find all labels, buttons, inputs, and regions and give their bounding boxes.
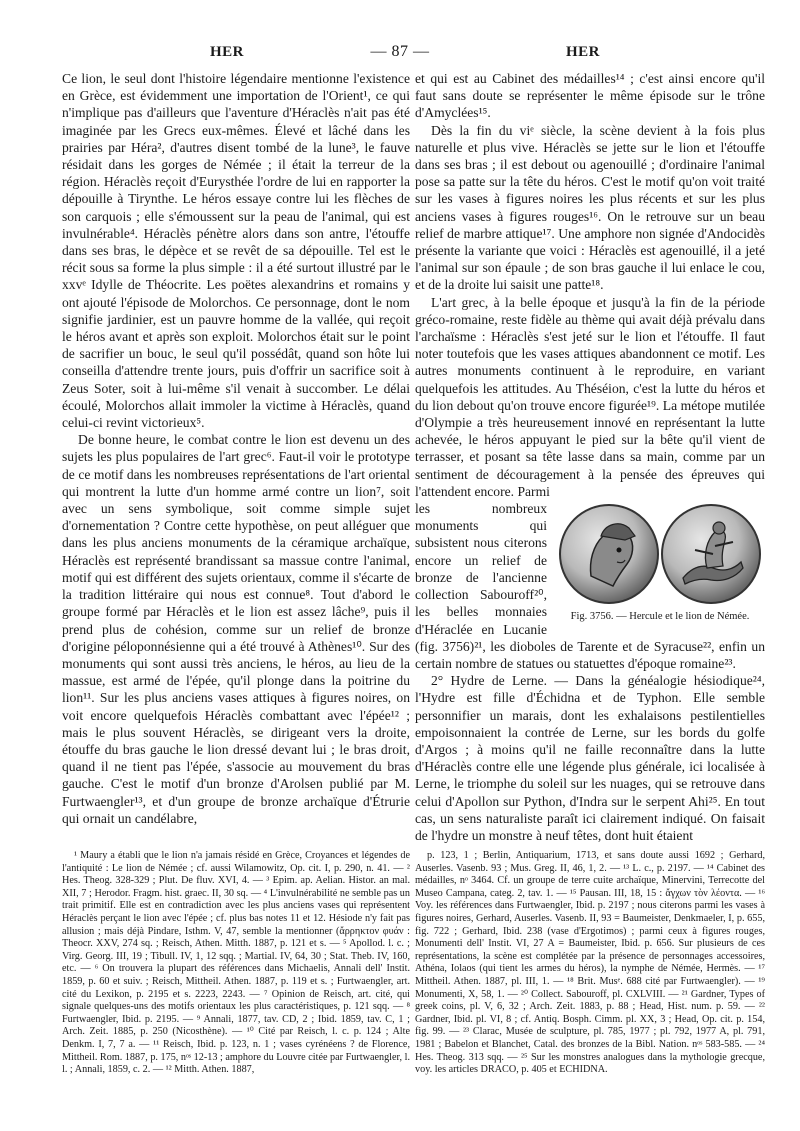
footnote-block: p. 123, 1 ; Berlin, Antiquarium, 1713, et sans doute aussi 1692 ; Gerhard, Auserles. Vasenb. 93 ; Mus. Greg. II, 46, 1, 2. — ¹³ L. c., p. 2197. — ¹⁴ Cabinet des médailles, nᵒ 3464. Cf. un groupe de terre cuite archaïque, Minervini, Terrecotte del Museo Campana, categ. 2, tav. 1. — ¹⁵ Pausan. III, 18, 15 : ἄγχων τὸν λέοντα. — ¹⁶ Voy. les références dans Furtwaengler, Ibid. p. 2197 ; nous citerons parmi les vases à figures noires, Gerhard, Auserles. Vasenb. II, 93 = Baumeister, Denkmaeler, I, p. 655, fig. 722 ; Gerhard, Ibid. 238 (vase d'Ergotimos) ; parmi ceux à figures rouges, Monumenti dell' Instit. VI, 27 A = Baumeister, Ibid. p. 656. Sur plusieurs de ces représentations, la scène est complétée par la présence de personnages accessoires, Athéna, Iolaos (qui tient les armes du héros), la nymphe de Némée, Hermès. — ¹⁷ Mittheil. Athen. 1887, pl. III, 1. — ¹⁸ Brit. Musᵉ. 688 cité par Furtwaengler). — ¹⁹ Monumenti, X, 58, 1. — ²⁰ Collect. Sabouroff, pl. CXLVIII. — ²¹ Gardner, Types of greek coins, pl. V, 6, 32 ; Arch. Zeit. 1883, p. 88 ; Head, Hist. num. p. 59. — ²² Gardner, Ibid. pl. VI, 8 ; cf. Antiq. Bosph. Cimm. pl. XX, 3 ; Head, Op. cit. p. 154, fig. 99. — ²³ Clarac, Musée de sculpture, pl. 785, 1977 ; pl. 792, 1977 A, pl. 791, 1981 ; Babelon et Blanchet, Catal. des bronzes de la Bibl. Nation. nᵒˢ 583-585. — ²⁴ Hes. Theog. 313 sqq. — ²⁵ Sur les monstres analogues dans la mythologie grecque, voy. les articles DRACO, p. 405 et ECHIDNA. (415, 850, 765, 1076)
footnotes-left (62, 850, 410, 1077)
right-column (415, 70, 765, 844)
running-head-right: HER (566, 44, 601, 60)
paragraph: Dès la fin du viᵉ siècle, la scène devient à la fois plus naturelle et plus vive. Héraclès se jette sur le lion et l'étouffe dans ses bras ; il est debout ou agenouillé ; d'ordinaire l'animal pose sa patte sur la tête du héros. C'est le motif qu'on voit traité sur les vases à figures noires les plus récents et sur les plus anciens vases à figures rouges¹⁶. On le retrouve sur un beau relief de marbre attique¹⁷. Une amphore non signée d'Andocidès présente la variante que voici : Héraclès est agenouillé, il a jeté l'animal sur son épaule ; de son bras gauche il lui enlace le cou, et de la droite lui saisit une patte¹⁸. (415, 122, 765, 293)
figure-caption: Fig. 3756. — Hercule et le lion de Némée. (570, 611, 750, 623)
footnotes-right (415, 850, 765, 1077)
coin-obverse-athena-head-image (559, 504, 659, 604)
page-number: — 87 — (370, 43, 430, 60)
paragraph: les nombreux monuments qui subsistent nous citerons encore un relief de bronze de l'ancienne collection Sabouroff²⁰, les belles monnaies d'Héraclée en Lucanie (fig. 3756)²¹, les dioboles de Tarente et de Syracuse²², enfin un certain nombre de statues ou statuettes d'époque romaine²³. (415, 501, 765, 671)
footnote-block: ¹ Maury a établi que le lion n'a jamais résidé en Grèce, Croyances et légendes de l'antiquité : Le lion de Némée ; cf. aussi Wilamowitz, Op. cit. I, p. 290, n. 41. — ² Hes. Theog. 328-329 ; Plut. De fluv. XVI, 4. — ³ Epim. ap. Aelian. Histor. an mal. XII, 7 ; Herodor. Fragm. hist. graec. II, 30 sq. — ⁴ L'invulnérabilité ne semble pas un trait primitif. Elle est en contradiction avec les plus anciens vases qui représentent Héraclès perçant le lion avec l'épée ; cf. plus bas notes 11 et 12. Hésiode n'y fait pas allusion ; mais déjà Pindare, Isthm. V, 47, semble la mentionner (ἄρρηκτον φυάν : Theocr. XXV, 274 sq. ; Reisch, Athen. Mitth. 1887, p. 121 et s. — ⁵ Apollod. l. c. ; Virg. Georg. III, 19 ; Tibull. IV, 1, 12 sqq. ; Martial. IV, 64, 30 ; Stat. Theb. IV, 160, etc. — ⁶ On trouvera la plupart des références dans Michaelis, Annali dell' Instit. 1859, p. 60 et suiv. ; Reisch, Mittheil. Athen. 1887, p. 119 et s. ; Furtwaengler, art. cité du Lexikon, p. 2195 et s. 2223, 2243. — ⁷ Opinion de Reisch, art. cité, qui signale quelques-uns des motifs orientaux les plus caractéristiques, p. 121 sqq. — ⁸ Furtwaengler, Ibid. p. 2195. — ⁹ Annali, 1877, tav. CD, 2 ; Ibid. 1859, tav. C, 1 ; Arch. Zeit. 1885, p. 250 (Nicosthène). — ¹⁰ Cité par Reisch, l. c. p. 124 ; Alte Denkm. I, 7, 7 a. — ¹¹ Reisch, Ibid. p. 123, n. 1 ; vases cyrénéens ? de Florence, Mittheil. Rom. 1887, p. 175, nᵒˢ 12-13 ; amphore du Louvre citée par Furtwaengler, l. l. ; Annali, 1859, c. 2. — ¹² Mitth. Athen. 1887, (62, 850, 410, 1076)
left-column (62, 70, 410, 827)
paragraph: Ce lion, le seul dont l'histoire légendaire mentionne l'existence en Grèce, est évidemment une importation de l'Orient¹, ce qui n'implique pas d'ailleurs que l'aventure d'Héraclès n'ait pas été imaginée par les Grecs eux-mêmes. Élevé et lâché dans les prairies par Héra², d'autres disent tombé de la lune³, le fauve résidait dans les gorges de Némée ; il était la terreur de la région. Héraclès reçoit d'Eurysthée l'ordre de lui en rapporter la dépouille à Tirynthe. Le héros essaye contre lui les flèches de son carquois ; elle s'émoussent sur la peau de l'animal, qui est invulnérable⁴. Héraclès pénètre alors dans son antre, l'étouffe dans ses bras, le dépèce et se revêt de sa dépouille. Tel est le récit sous sa forme la plus simple : il a été surtout illustré par le xxvᵉ Idylle de Théocrite. Les poëtes alexandrins et romains y ont ajouté l'épisode de Molorchos. Ce personnage, dont le nom signifie jardinier, est un pauvre homme de la vallée, qui reçoit le héros avant et après son exploit. Molorchos était sur le point de sacrifier un bouc, le seul qu'il possédât, quand son hôte lui conseilla d'attendre trente jours, puis d'offrir un sacrifice soit à Zeus Soter, soit à lui-même s'il venait à succomber. Le délai écoulé, Molorchos allait immoler la victime à Héraclès, quand celui-ci revint victorieux⁵. (62, 71, 410, 431)
figure-3756 (555, 502, 765, 623)
coin-reverse-hercules-lion-image (661, 504, 761, 604)
paragraph: et qui est au Cabinet des médailles¹⁴ ; c'est ainsi encore qu'il faut sans doute se représenter le même épisode sur le trône d'Amyclées¹⁵. (415, 71, 765, 121)
paragraph: De bonne heure, le combat contre le lion est devenu un des sujets les plus populaires de l'art grec⁶. Faut-il voir le prototype de ce motif dans les nombreuses représentations de l'art oriental qui montrent la lutte d'un homme armé contre un lion⁷, soit avec un sens symbolique, soit comme simple sujet d'ornementation ? Contre cette hypothèse, on peut alléguer que dans les plus anciens monuments de la céramique archaïque, Héraclès est représenté brandissant sa massue contre l'animal, motif qui est différent des sujets orientaux, comme il s'écarte de la tradition littéraire qui nous est connue⁸. Tout d'abord le groupe formé par Héraclès et le lion est assez lâche⁹, puis il prend plus de cohésion, comme sur un relief de bronze d'origine péloponnésienne qui a été trouvé à Athènes¹⁰. Sur des monuments qui sont aussi très anciens, le héros, au lieu de la massue, est armé de l'épée, qu'il plonge dans la poitrine du lion¹¹. Sur les plus anciens vases attiques à figures noires, on voit encore quelquefois Héraclès combattant avec l'épée¹² ; mais le plus souvent Héraclès, se dirigeant vers la droite, étouffe du bras gauche le lion dressé devant lui ; le bras droit, quand il ne tient pas l'épée, s'associe au mouvement du bras gauche. C'est le motif d'un bronze d'Arolsen publié par M. Furtwaengler¹³, et d'un groupe de bronze archaïque d'Étrurie qui ornait un candélabre, (62, 432, 410, 826)
running-head-left: HER (210, 44, 245, 60)
paragraph: L'art grec, à la belle époque et jusqu'à la fin de la période gréco-romaine, reste fidèle au thème qui avait déjà prévalu dans l'archaïsme : Héraclès s'est jeté sur le lion et l'étouffe. Il faut noter toutefois que les vases attiques abandonnent ce motif. Les autres monuments continuent à le reproduire, en variant quelquefois les attitudes. Au Théséion, c'est la lutte du héros et du lion debout qu'on trouve encore figurée¹⁹. La métope mutilée d'Olympie a très heureusement innové en représentant la lutte achevée, le héros appuyant le pied sur la bête qu'il vient de terrasser, et posant sa tête lasse dans sa main, comme par un sentiment de découragement à la pensée des épreuves qui l'attendent encore. Parmi (415, 294, 765, 499)
athena-head-drawing (561, 506, 657, 602)
coin-pair (555, 502, 765, 604)
hercules-lion-drawing (663, 506, 759, 602)
section-hydre-de-lerne: 2° Hydre de Lerne. — Dans la généalogie hésiodique²⁴, l'Hydre est fille d'Échidna et de Typhon. Elle semble personnifier un marais, dont les exhalaisons pestilentielles empoisonnaient la contrée de Lerne, sur les bords du golfe d'Argos ; à moins qu'il ne faille reconnaître dans la lutte d'Héraclès contre elle une légende plus générale, ici localisée à Lerne, le triomphe du soleil sur les nuages, qui se retrouve dans celui d'Apollon sur Python, d'Indra sur le serpent Ahi²⁵. En tout cas, un sens naturaliste paraît ici clairement indiqué. On faisait de l'hydre un monstre à neuf têtes, dont huit étaient (415, 673, 765, 843)
